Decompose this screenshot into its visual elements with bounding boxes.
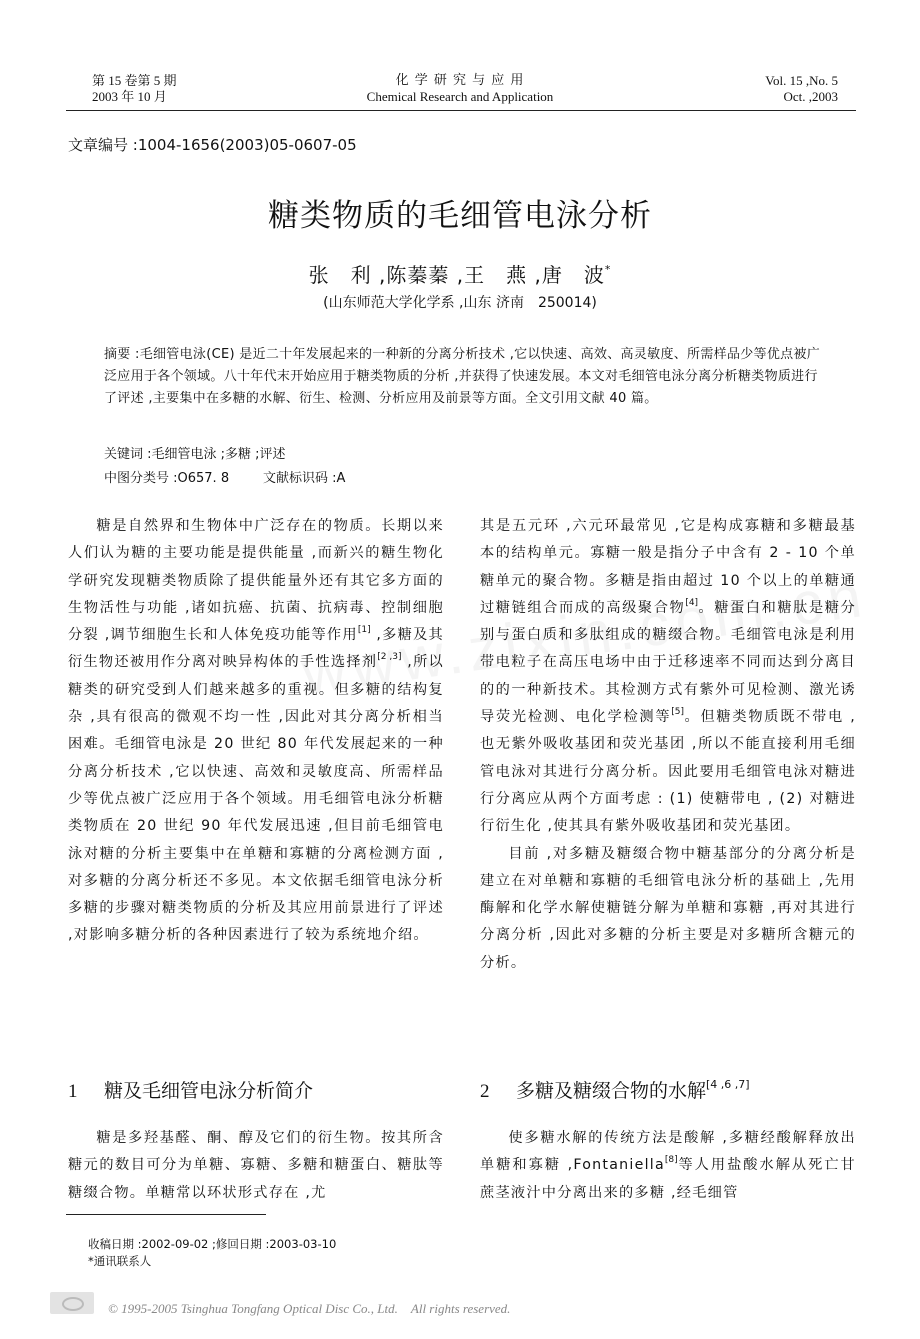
citation-8: [8] xyxy=(664,1155,678,1166)
journal-issue: 第 15 卷第 5 期 xyxy=(92,73,177,88)
document-code: 文献标识码 :A xyxy=(263,471,346,486)
clc-number: 中图分类号 :O657. 8 xyxy=(104,471,230,486)
journal-name-cn: 化 学 研 究 与 应 用 xyxy=(395,73,525,88)
left-column-section-1 xyxy=(68,1125,444,1207)
section-2-heading xyxy=(480,1076,750,1103)
affiliation: (山东师范大学化学系 ,山东 济南 250014) xyxy=(323,295,597,311)
copyright-notice: © 1995-2005 Tsinghua Tongfang Optical Disc Co., Ltd. All rights reserved. xyxy=(108,1301,511,1316)
corresponding-mark: * xyxy=(604,263,612,276)
intro-text-1: 糖是自然界和生物体中广泛存在的物质。长期以来人们认为糖的主要功能是提供能量 ,而新兴的糖生物化学研究发现糖类物质除了提供能量外还有其它多方面的生物活性与功能 ,诸如抗癌、抗菌、抗病毒、控制细胞分裂 ,调节细胞生长和人体免疫功能等作用 xyxy=(68,518,444,644)
abstract: 摘要 :毛细管电泳(CE) 是近二十年发展起来的一种新的分离分析技术 ,它以快速、高效、高灵敏度、所需样品少等优点被广泛应用于各个领域。八十年代末开始应用于糖类物质的分析 ,并获得了快速发展。本文对毛细管电泳分离分析糖类物质进行了评述 ,主要集中在多糖的水解、衍生、检测、分析应用及前景等方面。全文引用文献 40 篇。 xyxy=(104,347,821,406)
section-2-text-2: 等人用盐酸水解从死亡甘蔗茎液汁中分离出来的多糖 ,经毛细管 xyxy=(480,1157,856,1201)
citation-1: [1] xyxy=(357,625,371,636)
hydrolysis-intro-paragraph: 目前 ,对多糖及糖缀合物中糖基部分的分离分析是建立在对单糖和寡糖的毛细管电泳分析的基础上 ,先用酶解和化学水解使糖链分解为单糖和寡糖 ,再对其进行分离分析 ,因此对多糖的分析主要是对多糖所含糖元的分析。 xyxy=(480,845,856,971)
journal-date: 2003 年 10 月 xyxy=(92,89,167,104)
paper-title: 糖类物质的毛细管电泳分析 xyxy=(268,198,652,234)
intro-text-2: ,多糖及其衍生物还被用作分离对映异构体的手性选择剂 xyxy=(68,627,444,671)
volume-number: Vol. 15 ,No. 5 xyxy=(765,73,838,88)
author-line xyxy=(0,259,920,288)
journal-name-en: Chemical Research and Application xyxy=(366,89,554,104)
section-1-number: 1 xyxy=(68,1081,78,1102)
footnote-rule xyxy=(66,1214,266,1215)
section-2-number: 2 xyxy=(480,1081,490,1102)
intro-paragraph xyxy=(68,513,444,950)
section-1-paragraph: 糖是多羟基醛、酮、醇及它们的衍生物。按其所含糖元的数目可分为单糖、寡糖、多糖和糖蛋白、糖肽等糖缀合物。单糖常以环状形式存在 ,尤 xyxy=(68,1130,444,1201)
right-column-section-2 xyxy=(480,1125,856,1207)
publisher-logo-icon xyxy=(50,1292,94,1314)
left-column-intro xyxy=(68,513,444,950)
authors: 张 利 ,陈蓁蓁 ,王 燕 ,唐 波 xyxy=(308,263,605,287)
section-1-title: 糖及毛细管电泳分析简介 xyxy=(104,1080,314,1102)
section-2-text-1: 使多糖水解的传统方法是酸解 ,多糖经酸解释放出单糖和寡糖 ,Fontaniella xyxy=(480,1130,856,1174)
right-text-1: 其是五元环 ,六元环最常见 ,它是构成寡糖和多糖最基本的结构单元。寡糖一般是指分子中含有 2 - 10 个单糖单元的聚合物。多糖是指由超过 10 个以上的单糖通过糖链组合而成的高级聚合物 xyxy=(480,518,856,616)
keywords: 关键词 :毛细管电泳 ;多糖 ;评述 xyxy=(104,447,286,462)
volume-date: Oct. ,2003 xyxy=(783,89,838,104)
continued-paragraph xyxy=(480,513,856,841)
citation-2-3: [2 ,3] xyxy=(377,652,402,663)
right-text-2: 。糖蛋白和糖肽是糖分别与蛋白质和多肽组成的糖缀合物。毛细管电泳是利用带电粒子在高压电场中由于迁移速率不同而达到分离目的的一种新技术。其检测方式有紫外可见检测、激光诱导荧光检测、电化学检测等 xyxy=(480,599,856,726)
citation-4: [4] xyxy=(685,597,699,608)
section-2-citation: [4 ,6 ,7] xyxy=(706,1078,750,1091)
received-dates: 收稿日期 :2002-09-02 ;修回日期 :2003-03-10 xyxy=(88,1237,337,1251)
section-2-paragraph xyxy=(480,1125,856,1207)
section-2-title: 多糖及糖缀合物的水解 xyxy=(516,1080,707,1102)
intro-text-3: ,所以糖类的研究受到人们越来越多的重视。但多糖的结构复杂 ,具有很高的微观不均一性 ,因此对其分离分析相当困难。毛细管电泳是 20 世纪 80 年代发展起来的一种分离分析技术 ,它以快速、高效和灵敏度高、所需样品少等优点被广泛应用于各个领域。用毛细管电泳分析糖类物质在 20 世纪 90 年代发展迅速 ,但目前毛细管电泳对糖的分析主要集中在单糖和寡糖的分离检测方面 ,对多糖的分离分析还不多见。本文依据毛细管电泳分析多糖的步骤对糖类物质的分析及其应用前景进行了评述 ,对影响多糖分析的各种因素进行了较为系统地介绍。 xyxy=(68,654,444,944)
right-text-3: 。但糖类物质既不带电 ,也无紫外吸收基团和荧光基团 ,所以不能直接利用毛细管电泳对其进行分离分析。因此要用毛细管电泳对糖进行分离应从两个方面考虑 : (1) 使糖带电 , (2) 对糖进行衍生化 ,使其具有紫外吸收基团和荧光基团。 xyxy=(480,709,856,835)
citation-5: [5] xyxy=(671,707,685,718)
section-1-heading xyxy=(68,1076,313,1103)
header-rule xyxy=(66,110,856,111)
article-number: 文章编号 :1004-1656(2003)05-0607-05 xyxy=(68,136,357,154)
contact-note: *通讯联系人 xyxy=(88,1254,152,1268)
